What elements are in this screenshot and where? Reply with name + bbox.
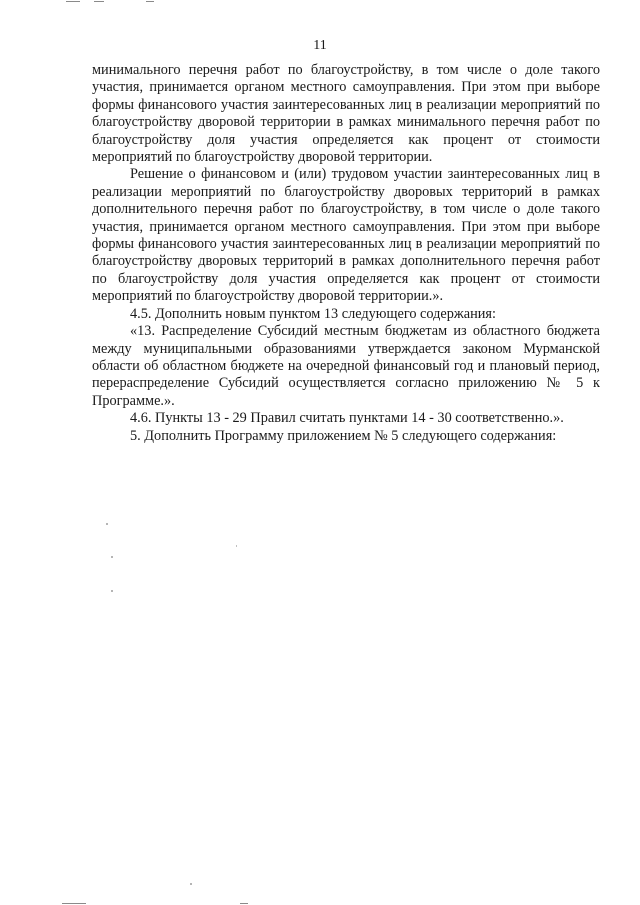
scan-artifact-top — [66, 1, 80, 2]
scan-speck — [111, 590, 113, 592]
paragraph-item-4-5: 4.5. Дополнить новым пунктом 13 следующего содержания: — [130, 305, 496, 322]
scan-speck — [236, 545, 237, 547]
scan-artifact-bottom — [240, 903, 248, 904]
scan-speck — [190, 883, 192, 885]
scan-artifact-top — [146, 1, 154, 2]
paragraph-point-13: «13. Распределение Субсидий местным бюджетам из областного бюджета между муниципальными образованиями утверждается законом Мурманской области об областном бюджете на очередной финансовый год и плановый период, перераспределение Субсидий осуществляется согласно приложению № 5 к Программе.». — [92, 323, 600, 409]
page-number: 11 — [313, 38, 327, 53]
scan-speck — [111, 556, 113, 558]
document-body — [92, 62, 600, 445]
paragraph-item-5: 5. Дополнить Программу приложением № 5 следующего содержания: — [130, 427, 557, 444]
paragraph-continuation: минимального перечня работ по благоустройству, в том числе о доле такого участия, принимается органом местного самоуправления. При этом при выборе формы финансового участия заинтересованных лиц в реализации мероприятий по благоустройству дворовой территории в рамках минимального перечня работ по благоустройству доля участия определяется как процент от стоимости мероприятий по благоустройству дворовой территории. — [92, 62, 600, 166]
paragraph-item-4-6: 4.6. Пункты 13 - 29 Правил считать пунктами 14 - 30 соответственно.». — [130, 410, 564, 427]
scan-artifact-bottom — [62, 903, 86, 904]
paragraph-participation-decision: Решение о финансовом и (или) трудовом участии заинтересованных лиц в реализации мероприятий по благоустройству дворовых территорий в рамках дополнительного перечня работ по благоустройству, в том числе о доле такого участия, принимается органом местного самоуправления. При этом при выборе формы финансового участия заинтересованных лиц в реализации мероприятий по благоустройству дворовых территорий в рамках дополнительного перечня работ по благоустройству доля участия определяется как процент от стоимости мероприятий по благоустройству дворовой территории.». — [92, 166, 600, 305]
scan-artifact-top — [94, 1, 104, 2]
scan-speck — [106, 523, 108, 525]
